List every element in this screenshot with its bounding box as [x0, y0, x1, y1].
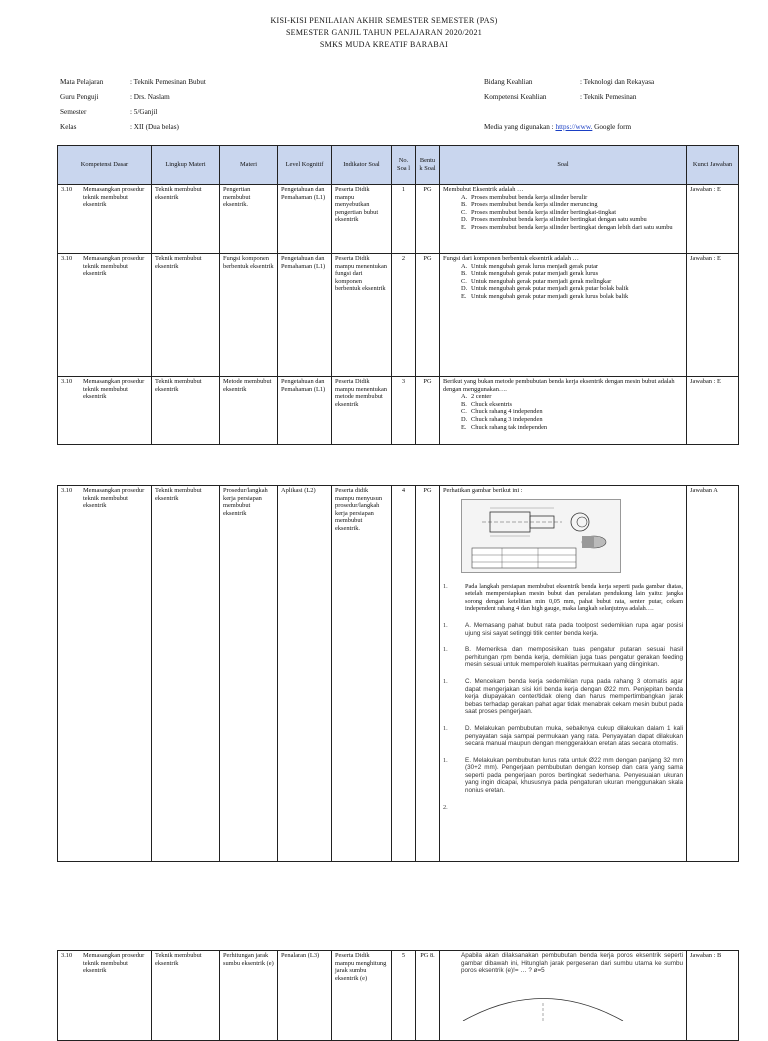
cell-soal	[440, 254, 687, 377]
eccentric-drawing-icon	[443, 981, 643, 1021]
kisi-kisi-table-page-2	[57, 485, 739, 862]
cell-soal	[440, 377, 687, 445]
doc-title-line2: SEMESTER GANJIL TAHUN PELAJARAN 2020/2021	[285, 28, 483, 37]
cell-level: Pengetahuan dan Pemahaman (L1)	[278, 254, 332, 377]
cell-materi: Fungsi komponen berbentuk eksentrik	[220, 254, 278, 377]
col-kompetensi-dasar: Kompetensi Dasar	[58, 146, 152, 185]
option-a: A. 2 center	[461, 393, 492, 401]
meta-kompetensi-keahlian: Kompetensi Keahlian : Teknik Pemesinan	[484, 93, 637, 101]
col-soal: Soal	[440, 146, 687, 185]
option-b: B. Proses membubut benda kerja silinder meruncing	[461, 201, 598, 209]
meta-semester: Semester : 5/Ganjil	[60, 108, 158, 116]
meta-media: Media yang digunakan : https://www. Google form	[484, 123, 632, 131]
shaft-drawing-icon	[462, 500, 620, 572]
col-indikator-soal: Indikator Soal	[332, 146, 392, 185]
cell-lingkup: Teknik membubut eksentrik	[152, 486, 220, 862]
meta-mata-pelajaran: Mata Pelajaran : Teknik Pemesinan Bubut	[60, 78, 206, 86]
col-level-kognitif: Level Kognitif	[278, 146, 332, 185]
meta-guru-penguji: Guru Penguji : Drs. Naslam	[60, 93, 170, 101]
col-materi: Materi	[220, 146, 278, 185]
cell-lingkup: Teknik membubut eksentrik	[152, 951, 220, 1041]
cell-no: 2	[392, 254, 416, 377]
cell-kunci: Jawaban : E	[687, 185, 739, 254]
cell-materi: Pengertian membubut eksentrik.	[220, 185, 278, 254]
table-header-row	[58, 146, 739, 185]
cell-kunci: Jawaban : E	[687, 377, 739, 445]
cell-indikator: Peserta Didik mampu menentukan fungsi dari komponen berbentuk eksentrik	[332, 254, 392, 377]
meta-bidang-keahlian: Bidang Keahlian : Teknologi dan Rekayasa	[484, 78, 655, 86]
option-d: D. Chuck rahang 3 independen	[461, 415, 543, 423]
list-item: 1. Pada langkah persiapan membubut eksentrik benda kerja seperti pada gambar diatas, setelah mempersiapkan mesin bubut dan peralatan pendukung lain yaitu: jangka sorong dengan ketelitian min 0,05 mm, pahat bubut rata, senter putar, cekam independent rahang 4 dan high gauge, maka langkah selanjutnya adalah….	[443, 582, 683, 613]
cell-kd: 3.10 Memasangkan prosedur teknik membubut eksentrik	[58, 486, 152, 862]
doc-title-line1: KISI-KISI PENILAIAN AKHIR SEMESTER SEMESTER (PAS)	[270, 16, 498, 25]
cell-indikator: Peserta Didik mampu menyebutkan pengertian bubut eksentrik	[332, 185, 392, 254]
cell-kd: 3.10 Memasangkan prosedur teknik membubut eksentrik	[58, 377, 152, 445]
kisi-kisi-table	[57, 145, 739, 445]
question-text: Perhatikan gambar berikut ini :	[443, 487, 523, 494]
option-d: D. Untuk mengubah gerak putar menjadi gerak putar bolak balik	[461, 285, 629, 293]
col-bentuk-soal: Bentu k Soal	[416, 146, 440, 185]
cell-lingkup: Teknik membubut eksentrik	[152, 254, 220, 377]
cell-bentuk: PG 8.	[416, 951, 440, 1041]
procedure-list	[443, 583, 683, 812]
cell-no: 1	[392, 185, 416, 254]
cell-level: Penalaran (L3)	[278, 951, 332, 1041]
option-c: C. Untuk mengubah gerak putar menjadi gerak melingkar	[461, 277, 612, 285]
col-no-soal: No. Soa l	[392, 146, 416, 185]
table-row	[58, 951, 739, 1041]
cell-indikator: Peserta didik mampu menyusun prosedur/langkah kerja persiapan membubut eksentrik.	[332, 486, 392, 862]
question-text: Fungsi dari komponen berbentuk eksentrik adalah …	[443, 255, 579, 262]
cell-bentuk: PG	[416, 486, 440, 862]
table-row	[58, 377, 739, 445]
option-c: C. Proses membubut benda kerja silinder bertingkat-tingkat	[461, 208, 616, 216]
cell-kd: 3.10 Memasangkan prosedur teknik membubut eksentrik	[58, 951, 152, 1041]
table-row	[58, 486, 739, 862]
cell-no: 5	[392, 951, 416, 1041]
table-row	[58, 185, 739, 254]
cell-bentuk: PG	[416, 377, 440, 445]
question-text: Apabila akan dilaksanakan pembubutan benda kerja poros eksentrik seperti gambar dibawah ini, Hitunglah jarak pergeseran dari sumbu utama ke sumbu poros eksentrik (e)!= … ? ø=5	[461, 952, 683, 975]
option-e: E. Chuck rahang tak independen	[461, 423, 548, 431]
cell-bentuk: PG	[416, 185, 440, 254]
cell-materi: Perhitungan jarak sumbu eksentrik (e)	[220, 951, 278, 1041]
cell-materi: Prosedur/langkah kerja persiapan membubut eksentrik	[220, 486, 278, 862]
option-a: A. Proses membubut benda kerja silinder berulir	[461, 193, 588, 201]
cell-lingkup: Teknik membubut eksentrik	[152, 185, 220, 254]
cell-indikator: Peserta Didik mampu menghitung jarak sumbu eksentrik (e)	[332, 951, 392, 1041]
cell-soal	[440, 951, 687, 1041]
option-c: C. Chuck rahang 4 independen	[461, 408, 543, 416]
cell-kunci: Jawaban A	[687, 486, 739, 862]
cell-kd: 3.10 Memasangkan prosedur teknik membubut eksentrik	[58, 254, 152, 377]
col-kunci-jawaban: Kunci Jawaban	[687, 146, 739, 185]
cell-materi: Metode membubut eksentrik	[220, 377, 278, 445]
cell-kunci: Jawaban : B	[687, 951, 739, 1041]
list-item: 1. C. Mencekam benda kerja sedemikian rupa pada rahang 3 otomatis agar dapat mengerjakan sisi kiri benda kerja dengan Ø22 mm. Penjepitan benda kerja diupayakan center/tidak oleng dan harus mempertimbangkan jarak bebas terhadap gerakan pahat agar tidak menabrak cekam mesin bubut pada saat proses pengerjaan.	[443, 677, 683, 716]
option-b: B. Chuck eksentris	[461, 400, 512, 408]
cell-bentuk: PG	[416, 254, 440, 377]
cell-no: 3	[392, 377, 416, 445]
cell-kunci: Jawaban : E	[687, 254, 739, 377]
cell-no: 4	[392, 486, 416, 862]
technical-drawing-figure	[461, 499, 621, 573]
cell-soal	[440, 486, 687, 862]
option-e: E. Untuk mengubah gerak putar menjadi gerak lurus bolak balik	[461, 292, 629, 300]
list-item: 1. A. Memasang pahat bubut rata pada toolpost sedemikian rupa agar posisi ujung sisi sayat setinggi titik center benda kerja.	[443, 621, 683, 637]
list-item: 2.	[443, 803, 448, 811]
cell-kd: 3.10 Memasangkan prosedur teknik membubut eksentrik	[58, 185, 152, 254]
list-item: 1. E. Melakukan pembubutan lurus rata untuk Ø22 mm dengan panjang 32 mm (30+2 mm). Pengerjaan pembubutan dengan konsep dan cara yang sama seperti pada pengerjaan poros bertingkat sederhana. Penyesuaian ukuran yang ingin dicapai, khususnya pada pengaturan ukuran menggunakan skala nonius eretan.	[443, 756, 683, 795]
kisi-kisi-table-page-3	[57, 950, 739, 1041]
cell-indikator: Peserta Didik mampu menentukan metode membubut eksentrik	[332, 377, 392, 445]
question-text: Membubut Eksentrik adalah …	[443, 186, 524, 193]
media-link[interactable]: https://www.	[555, 123, 593, 131]
cell-soal	[440, 185, 687, 254]
cell-level: Pengetahuan dan Pemahaman (L1)	[278, 185, 332, 254]
col-lingkup-materi: Lingkup Materi	[152, 146, 220, 185]
list-item: 1. D. Melakukan pembubutan muka, sebaiknya cukup dilakukan dalam 1 kali penyayatan saja sampai permukaan yang rata. Penyayatan dapat dilakukan secara manual maupun dengan menggerakkan eretan atas secara otomatis.	[443, 724, 683, 748]
option-d: D. Proses membubut benda kerja silinder bertingkat dengan satu sumbu	[461, 216, 647, 224]
option-b: B. Untuk mengubah gerak putar menjadi gerak lurus	[461, 270, 599, 278]
meta-kelas: Kelas : XII (Dua belas)	[60, 123, 179, 131]
question-text: Berikut yang bukan metode pembubutan benda kerja eksentrik dengan mesin bubut adalah dengan menggunakan….	[443, 378, 675, 393]
cell-level: Aplikasi (L2)	[278, 486, 332, 862]
list-item: 1. B. Memeriksa dan memposisikan tuas pengatur putaran sesuai hasil perhitungan rpm benda kerja, demikian juga tuas pengatur gerakan feeding mesin sesuai untuk memperoleh kualitas permukaan yang diinginkan.	[443, 646, 683, 669]
table-row	[58, 254, 739, 377]
option-a: A. Untuk mengubah gerak lurus menjadi gerak putar	[461, 262, 599, 270]
doc-title-line3: SMKS MUDA KREATIF BARABAI	[319, 40, 449, 49]
option-e: E. Proses membubut benda kerja silinder bertingkat dengan lebih dari satu sumbu	[461, 223, 673, 231]
cell-level: Pengetahuan dan Pemahaman (L1)	[278, 377, 332, 445]
cell-lingkup: Teknik membubut eksentrik	[152, 377, 220, 445]
